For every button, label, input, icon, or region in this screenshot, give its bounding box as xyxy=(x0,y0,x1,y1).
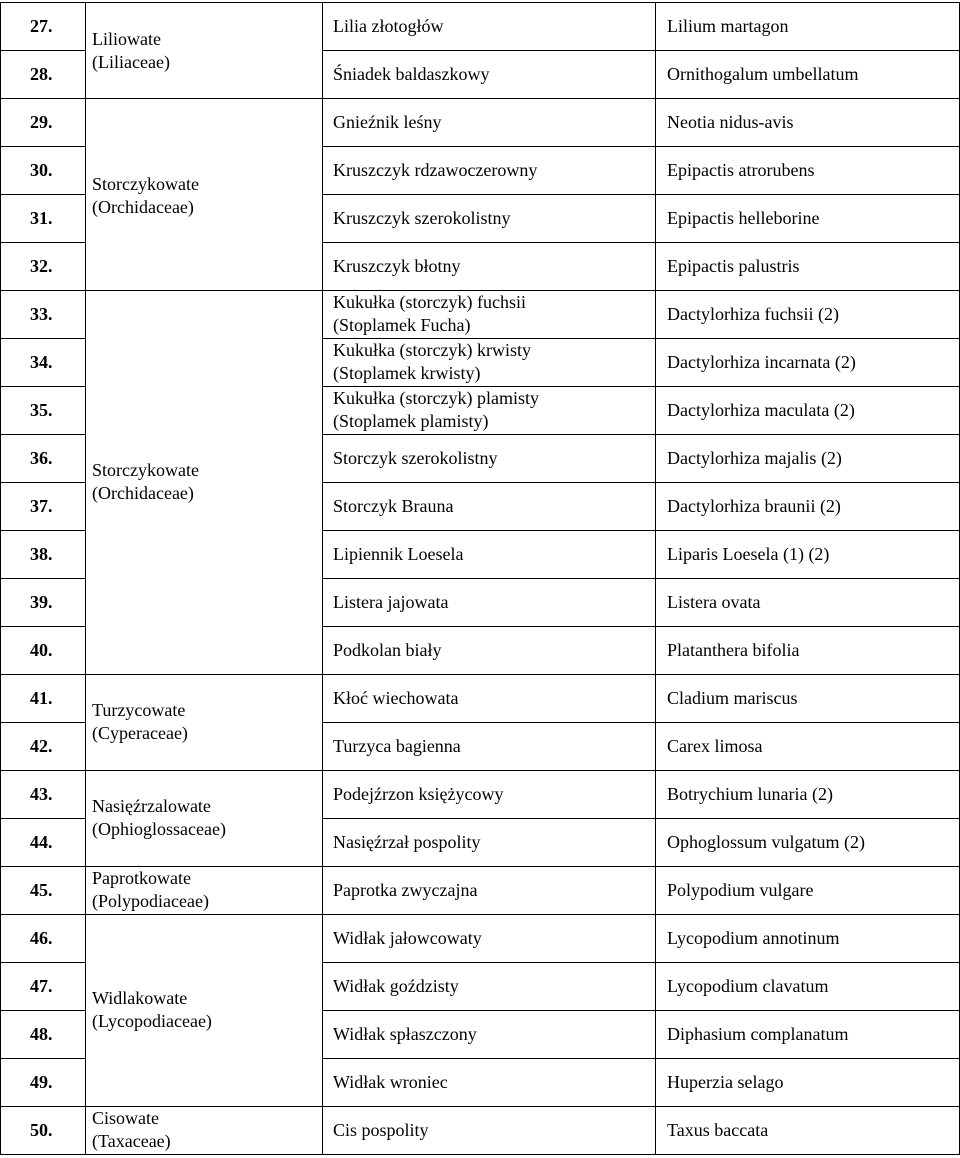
row-border xyxy=(322,962,960,963)
latin-name: Platanthera bifolia xyxy=(667,640,800,660)
family-border xyxy=(85,98,323,99)
family-name: (Taxaceae) xyxy=(92,1131,171,1151)
row-number: 34. xyxy=(30,352,53,372)
row-border xyxy=(0,962,86,963)
row-number: 50. xyxy=(30,1120,53,1140)
row-border xyxy=(0,1010,86,1011)
row-border xyxy=(0,146,86,147)
latin-name: Ornithogalum umbellatum xyxy=(667,64,859,84)
row-border xyxy=(322,50,960,51)
latin-name: Botrychium lunaria (2) xyxy=(667,784,833,804)
polish-name: (Stoplamek krwisty) xyxy=(333,363,481,383)
family-border xyxy=(85,770,323,771)
latin-name: Lilium martagon xyxy=(667,16,789,36)
polish-name: Kukułka (storczyk) krwisty xyxy=(333,340,531,360)
latin-name: Epipactis helleborine xyxy=(667,208,820,228)
latin-name: Dactylorhiza maculata (2) xyxy=(667,400,855,420)
row-number: 31. xyxy=(30,208,53,228)
latin-name: Dactylorhiza braunii (2) xyxy=(667,496,841,516)
row-border xyxy=(0,866,86,867)
row-border xyxy=(0,338,86,339)
latin-name: Dactylorhiza fuchsii (2) xyxy=(667,304,839,324)
column-border xyxy=(0,2,1,1155)
row-number: 28. xyxy=(30,64,53,84)
row-border xyxy=(0,626,86,627)
row-number: 27. xyxy=(30,16,53,36)
column-border xyxy=(655,2,656,1155)
row-number: 35. xyxy=(30,400,53,420)
latin-name: Diphasium complanatum xyxy=(667,1024,849,1044)
row-border xyxy=(322,626,960,627)
row-border xyxy=(0,1106,86,1107)
polish-name: Kukułka (storczyk) fuchsii xyxy=(333,292,526,312)
polish-name: Kukułka (storczyk) plamisty xyxy=(333,388,539,408)
row-number: 43. xyxy=(30,784,53,804)
polish-name: (Stoplamek Fucha) xyxy=(333,315,471,335)
polish-name: Lilia złotogłów xyxy=(333,16,444,36)
family-border xyxy=(85,1154,323,1155)
family-name: (Polypodiaceae) xyxy=(92,891,209,911)
family-name: Storczykowate xyxy=(92,174,199,194)
polish-name: Kłoć wiechowata xyxy=(333,688,459,708)
row-border xyxy=(0,674,86,675)
family-name: Widlakowate xyxy=(92,988,188,1008)
family-name: Liliowate xyxy=(92,29,161,49)
family-border xyxy=(85,290,323,291)
row-border xyxy=(0,1058,86,1059)
row-number: 46. xyxy=(30,928,53,948)
row-border xyxy=(0,530,86,531)
row-border xyxy=(0,1154,86,1155)
latin-name: Lycopodium annotinum xyxy=(667,928,840,948)
row-border xyxy=(322,1154,960,1155)
row-number: 32. xyxy=(30,256,53,276)
row-number: 36. xyxy=(30,448,53,468)
row-number: 39. xyxy=(30,592,53,612)
row-border xyxy=(0,914,86,915)
row-border xyxy=(0,386,86,387)
polish-name: Storczyk Brauna xyxy=(333,496,454,516)
row-border xyxy=(0,194,86,195)
latin-name: Carex limosa xyxy=(667,736,763,756)
family-name: (Liliaceae) xyxy=(92,52,170,72)
family-name: (Cyperaceae) xyxy=(92,723,188,743)
row-number: 33. xyxy=(30,304,53,324)
polish-name: Listera jajowata xyxy=(333,592,449,612)
latin-name: Huperzia selago xyxy=(667,1072,784,1092)
row-number: 40. xyxy=(30,640,53,660)
row-border xyxy=(322,482,960,483)
latin-name: Epipactis atrorubens xyxy=(667,160,815,180)
row-border xyxy=(322,1010,960,1011)
polish-name: Widłak spłaszczony xyxy=(333,1024,477,1044)
polish-name: Widłak jałowcowaty xyxy=(333,928,482,948)
polish-name: Cis pospolity xyxy=(333,1120,429,1140)
row-border xyxy=(322,674,960,675)
row-number: 49. xyxy=(30,1072,53,1092)
latin-name: Listera ovata xyxy=(667,592,761,612)
row-border xyxy=(322,770,960,771)
column-border xyxy=(322,2,323,1155)
row-border xyxy=(0,2,86,3)
latin-name: Liparis Loesela (1) (2) xyxy=(667,544,830,564)
family-name: (Orchidaceae) xyxy=(92,197,194,217)
polish-name: Widłak wroniec xyxy=(333,1072,448,1092)
polish-name: Turzyca bagienna xyxy=(333,736,461,756)
row-number: 30. xyxy=(30,160,53,180)
row-border xyxy=(0,434,86,435)
latin-name: Dactylorhiza majalis (2) xyxy=(667,448,842,468)
polish-name: Kruszczyk rdzawoczerowny xyxy=(333,160,538,180)
row-number: 48. xyxy=(30,1024,53,1044)
row-number: 47. xyxy=(30,976,53,996)
family-border xyxy=(85,2,323,3)
polish-name: Kruszczyk błotny xyxy=(333,256,461,276)
row-border xyxy=(0,578,86,579)
family-name: Paprotkowate xyxy=(92,868,191,888)
row-border xyxy=(0,818,86,819)
row-border xyxy=(322,242,960,243)
family-name: (Orchidaceae) xyxy=(92,483,194,503)
family-border xyxy=(85,914,323,915)
polish-name: Śniadek baldaszkowy xyxy=(333,64,490,84)
polish-name: Storczyk szerokolistny xyxy=(333,448,498,468)
row-border xyxy=(322,530,960,531)
family-border xyxy=(85,674,323,675)
row-border xyxy=(322,194,960,195)
latin-name: Cladium mariscus xyxy=(667,688,798,708)
row-border xyxy=(0,98,86,99)
row-border xyxy=(0,50,86,51)
row-number: 45. xyxy=(30,880,53,900)
row-border xyxy=(322,434,960,435)
family-name: (Lycopodiaceae) xyxy=(92,1011,212,1031)
row-border xyxy=(322,1058,960,1059)
row-border xyxy=(0,482,86,483)
family-name: Turzycowate xyxy=(92,700,186,720)
polish-name: Podejźrzon księżycowy xyxy=(333,784,504,804)
row-border xyxy=(0,290,86,291)
row-border xyxy=(322,818,960,819)
family-name: Cisowate xyxy=(92,1108,159,1128)
latin-name: Taxus baccata xyxy=(667,1120,769,1140)
latin-name: Polypodium vulgare xyxy=(667,880,814,900)
row-number: 37. xyxy=(30,496,53,516)
polish-name: Widłak goździsty xyxy=(333,976,459,996)
latin-name: Dactylorhiza incarnata (2) xyxy=(667,352,856,372)
polish-name: Paprotka zwyczajna xyxy=(333,880,478,900)
row-border xyxy=(0,242,86,243)
polish-name: Lipiennik Loesela xyxy=(333,544,464,564)
latin-name: Ophoglossum vulgatum (2) xyxy=(667,832,865,852)
row-number: 41. xyxy=(30,688,53,708)
family-name: (Ophioglossaceae) xyxy=(92,819,226,839)
polish-name: Nasięźrzał pospolity xyxy=(333,832,481,852)
polish-name: Gnieźnik leśny xyxy=(333,112,442,132)
row-border xyxy=(0,770,86,771)
row-number: 29. xyxy=(30,112,53,132)
row-border xyxy=(322,98,960,99)
row-border xyxy=(322,914,960,915)
latin-name: Neotia nidus-avis xyxy=(667,112,794,132)
row-border xyxy=(322,2,960,3)
row-number: 44. xyxy=(30,832,53,852)
family-name: Storczykowate xyxy=(92,460,199,480)
polish-name: Kruszczyk szerokolistny xyxy=(333,208,511,228)
row-border xyxy=(322,578,960,579)
row-number: 38. xyxy=(30,544,53,564)
row-border xyxy=(322,146,960,147)
polish-name: Podkolan biały xyxy=(333,640,442,660)
row-border xyxy=(322,866,960,867)
row-border xyxy=(0,722,86,723)
family-name: Nasięźrzalowate xyxy=(92,796,211,816)
latin-name: Lycopodium clavatum xyxy=(667,976,829,996)
row-number: 42. xyxy=(30,736,53,756)
row-border xyxy=(322,1106,960,1107)
polish-name: (Stoplamek plamisty) xyxy=(333,411,489,431)
row-border xyxy=(322,722,960,723)
column-border xyxy=(85,2,86,1155)
latin-name: Epipactis palustris xyxy=(667,256,800,276)
